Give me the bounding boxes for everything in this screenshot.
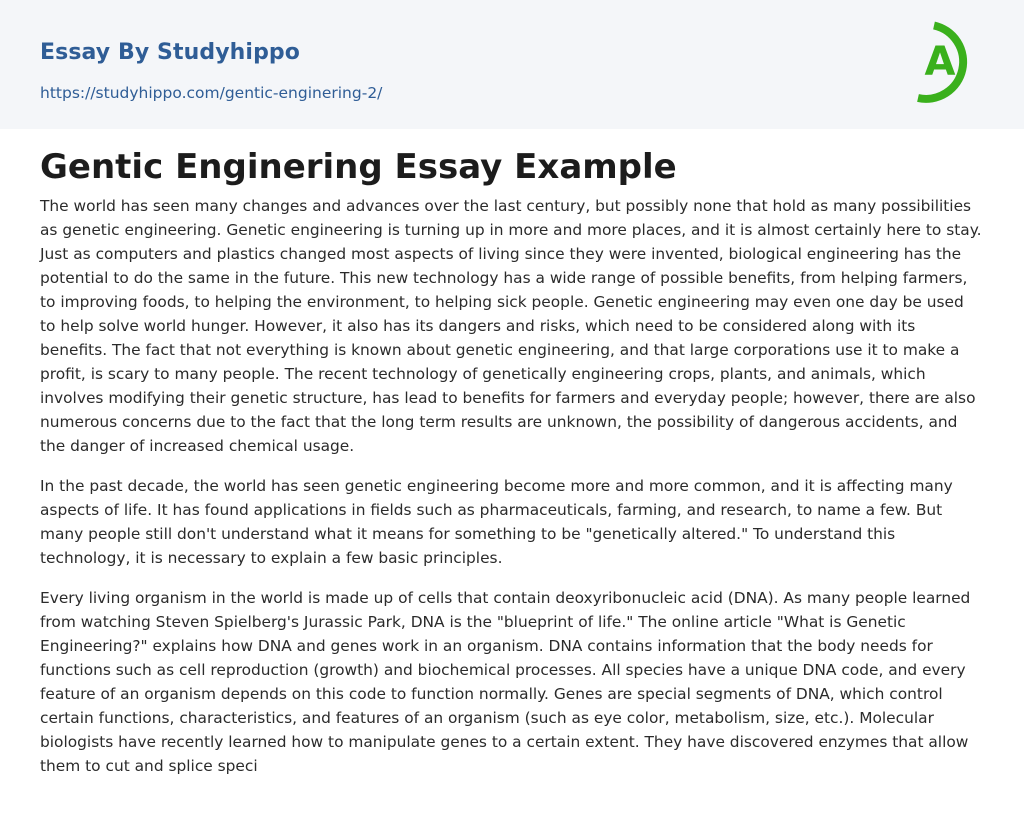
essay-paragraph: In the past decade, the world has seen genetic engineering become more and more common, and it is affecting many aspects of life. It has found applications in fields such as pharmaceuticals, farming, and research, to name a few. But many people still don't understand what it means for something to be "genetically altered." To understand this technology, it is necessary to explain a few basic principles. [40,477,953,567]
studyhippo-logo-icon[interactable] [912,19,986,105]
essay-paragraph: The world has seen many changes and advances over the last century, but possibly none that hold as many possibilities as genetic engineering. Genetic engineering is turning up in more and more places, and it is almost certainly here to stay. Just as computers and plastics changed most aspects of living since they were invented, biological engineering has the potential to do the same in the future. This new technology has a wide range of possible benefits, from helping farmers, to improving foods, to helping the environment, to helping sick people. Genetic engineering may even one day be used to help solve world hunger. However, it also has its dangers and risks, which need to be considered along with its benefits. The fact that not everything is known about genetic engineering, and that large corporations use it to make a profit, is scary to many people. The recent technology of genetically engineering crops, plants, and animals, which involves modifying their genetic structure, has lead to benefits for farmers and everyday people; however, there are also numerous concerns due to the fact that the long term results are unknown, the possibility of dangerous accidents, and the danger of increased chemical usage. [40,197,982,455]
essay-title: Gentic Enginering Essay Example [40,147,677,187]
site-title[interactable]: Essay By Studyhippo [40,40,300,65]
essay-url-link[interactable]: https://studyhippo.com/gentic-enginering-2/ [40,84,383,102]
essay-body [40,194,984,794]
essay-paragraph: Every living organism in the world is made up of cells that contain deoxyribonucleic acid (DNA). As many people learned from watching Steven Spielberg's Jurassic Park, DNA is the "blueprint of life." The online article "What is Genetic Engineering?" explains how DNA and genes work in an organism. DNA contains information that the body needs for functions such as cell reproduction (growth) and biochemical processes. All species have a unique DNA code, and every feature of an organism depends on this code to function normally. Genes are special segments of DNA, which control certain functions, characteristics, and features of an organism (such as eye color, metabolism, size, etc.). Molecular biologists have recently learned how to manipulate genes to a certain extent. They have discovered enzymes that allow them to cut and splice speci [40,589,971,775]
logo-letter: A [924,39,956,85]
site-header [0,0,1024,129]
